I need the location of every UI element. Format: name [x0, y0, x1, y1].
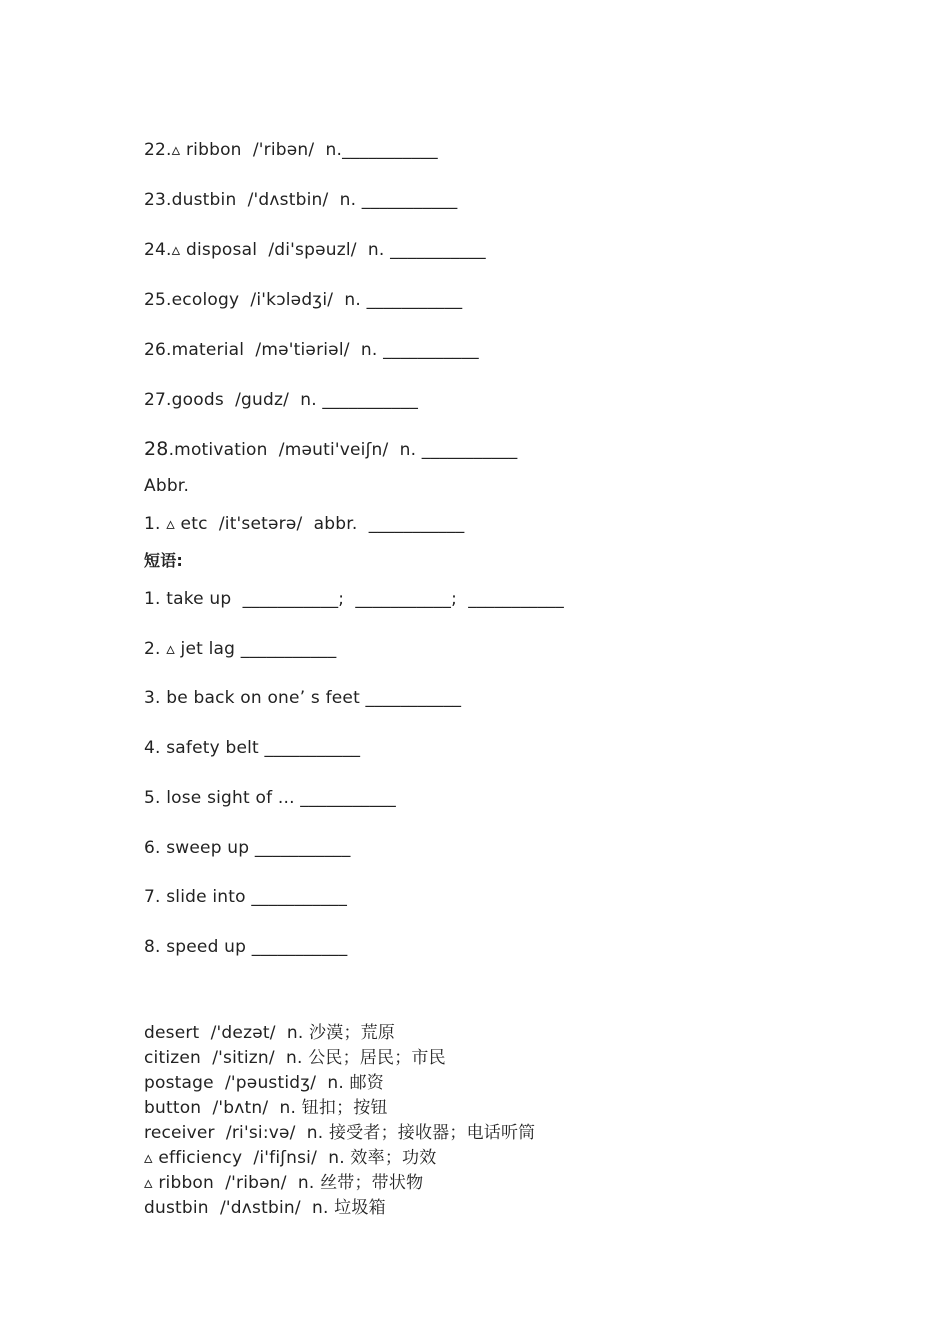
- vocab-item-25: 25.ecology /i'kɔlədʒi/ n. ___________: [144, 290, 463, 310]
- vocab-item-27: 27.goods /gudz/ n. ___________: [144, 390, 419, 410]
- phrase-item-1: 1. take up ___________; ___________; ___________: [144, 589, 564, 609]
- vocab-item-23: 23.dustbin /'dʌstbin/ n. ___________: [144, 190, 458, 210]
- phrase-item-2: 2. ▵ jet lag ___________: [144, 639, 337, 659]
- glossary-entry-button: button /'bʌtn/ n. 钮扣；按钮: [144, 1098, 388, 1118]
- phrase-item-8: 8. speed up ___________: [144, 937, 348, 957]
- glossary-entry-dustbin: dustbin /'dʌstbin/ n. 垃圾箱: [144, 1198, 386, 1218]
- glossary-entry-postage: postage /'pəustidʒ/ n. 邮资: [144, 1073, 384, 1093]
- vocab-item-28-text: .motivation /məuti'veiʃn/ n. ___________: [168, 440, 518, 460]
- abbr-item-1: 1. ▵ etc /it'setərə/ abbr. ___________: [144, 514, 465, 534]
- phrase-item-5: 5. lose sight of ... ___________: [144, 788, 396, 808]
- vocab-item-26: 26.material /mə'tiəriəl/ n. ___________: [144, 340, 479, 360]
- vocab-item-24: 24.▵ disposal /di'spəuzl/ n. ___________: [144, 240, 486, 260]
- vocab-item-28: [144, 439, 518, 460]
- phrase-item-6: 6. sweep up ___________: [144, 838, 351, 858]
- glossary-entry-desert: desert /'dezət/ n. 沙漠；荒原: [144, 1023, 396, 1043]
- phrase-item-4: 4. safety belt ___________: [144, 738, 361, 758]
- glossary-entry-ribbon: ▵ ribbon /'ribən/ n. 丝带；带状物: [144, 1173, 424, 1193]
- phrase-item-3: 3. be back on one’ s feet ___________: [144, 688, 462, 708]
- vocab-item-22: 22.▵ ribbon /'ribən/ n.___________: [144, 140, 438, 160]
- abbr-heading: Abbr.: [144, 476, 190, 496]
- vocab-item-28-number: 28: [144, 438, 169, 460]
- glossary-entry-citizen: citizen /'sitizn/ n. 公民；居民；市民: [144, 1048, 446, 1068]
- phrase-item-7: 7. slide into ___________: [144, 887, 348, 907]
- glossary-entry-receiver: receiver /ri'si:və/ n. 接受者；接收器；电话听筒: [144, 1123, 536, 1143]
- glossary-entry-efficiency: ▵ efficiency /i'fiʃnsi/ n. 效率；功效: [144, 1148, 437, 1168]
- phrases-heading: 短语:: [144, 551, 183, 570]
